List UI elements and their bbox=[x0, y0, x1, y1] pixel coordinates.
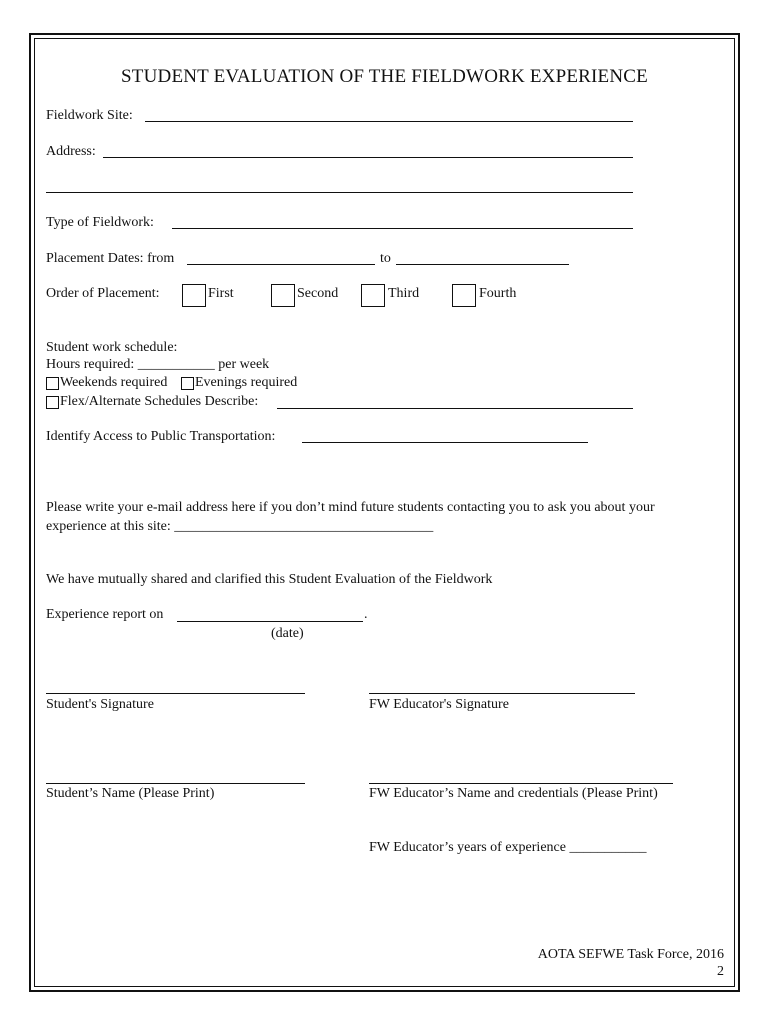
educator-signature-field[interactable] bbox=[369, 693, 635, 694]
page-title: STUDENT EVALUATION OF THE FIELDWORK EXPERIENCE bbox=[121, 66, 648, 87]
student-signature-field[interactable] bbox=[46, 693, 305, 694]
evenings-required-label: Evenings required bbox=[195, 375, 298, 390]
evenings-required-checkbox[interactable] bbox=[181, 377, 194, 390]
order-fourth-checkbox[interactable] bbox=[452, 284, 476, 307]
placement-dates-to-label: to bbox=[380, 251, 391, 266]
email-field[interactable]: experience at this site: _____________________________________ bbox=[46, 519, 434, 534]
page-number: 2 bbox=[717, 964, 724, 979]
placement-dates-from-label: Placement Dates: from bbox=[46, 251, 175, 266]
fieldwork-site-field[interactable] bbox=[145, 121, 633, 122]
shared-statement-text: We have mutually shared and clarified this Student Evaluation of the Fieldwork bbox=[46, 572, 493, 587]
order-third-checkbox[interactable] bbox=[361, 284, 385, 307]
address-field-line1[interactable] bbox=[103, 157, 633, 158]
hours-required-field[interactable]: Hours required: ___________ per week bbox=[46, 357, 270, 372]
order-fourth-label: Fourth bbox=[479, 286, 517, 301]
placement-date-to-field[interactable] bbox=[396, 264, 569, 265]
student-name-label: Student’s Name (Please Print) bbox=[46, 786, 215, 801]
date-caption: (date) bbox=[271, 626, 304, 641]
report-date-period: . bbox=[364, 607, 368, 622]
educator-name-field[interactable] bbox=[369, 783, 673, 784]
student-name-field[interactable] bbox=[46, 783, 305, 784]
order-first-checkbox[interactable] bbox=[182, 284, 206, 307]
placement-date-from-field[interactable] bbox=[187, 264, 375, 265]
educator-signature-label: FW Educator's Signature bbox=[369, 697, 509, 712]
flex-schedule-checkbox[interactable] bbox=[46, 396, 59, 409]
weekends-required-checkbox[interactable] bbox=[46, 377, 59, 390]
flex-schedule-field[interactable] bbox=[277, 408, 633, 409]
work-schedule-heading: Student work schedule: bbox=[46, 340, 178, 355]
fieldwork-site-label: Fieldwork Site: bbox=[46, 108, 133, 123]
order-second-label: Second bbox=[297, 286, 339, 301]
public-transportation-field[interactable] bbox=[302, 442, 588, 443]
address-field-line2[interactable] bbox=[46, 192, 633, 193]
weekends-required-label: Weekends required bbox=[60, 375, 168, 390]
report-date-field[interactable] bbox=[177, 621, 363, 622]
order-third-label: Third bbox=[388, 286, 420, 301]
report-date-label: Experience report on bbox=[46, 607, 164, 622]
type-of-fieldwork-field[interactable] bbox=[172, 228, 633, 229]
type-of-fieldwork-label: Type of Fieldwork: bbox=[46, 215, 154, 230]
footer-credit: AOTA SEFWE Task Force, 2016 bbox=[537, 947, 724, 962]
flex-schedule-label: Flex/Alternate Schedules Describe: bbox=[60, 394, 259, 409]
public-transportation-label: Identify Access to Public Transportation: bbox=[46, 429, 276, 444]
student-signature-label: Student's Signature bbox=[46, 697, 154, 712]
email-instruction-text: Please write your e-mail address here if you don’t mind future students contacting you to ask you about your bbox=[46, 500, 655, 515]
order-second-checkbox[interactable] bbox=[271, 284, 295, 307]
address-label: Address: bbox=[46, 144, 96, 159]
educator-years-field[interactable]: FW Educator’s years of experience ___________ bbox=[369, 840, 647, 855]
order-of-placement-label: Order of Placement: bbox=[46, 286, 160, 301]
order-first-label: First bbox=[208, 286, 234, 301]
educator-name-label: FW Educator’s Name and credentials (Please Print) bbox=[369, 786, 658, 801]
